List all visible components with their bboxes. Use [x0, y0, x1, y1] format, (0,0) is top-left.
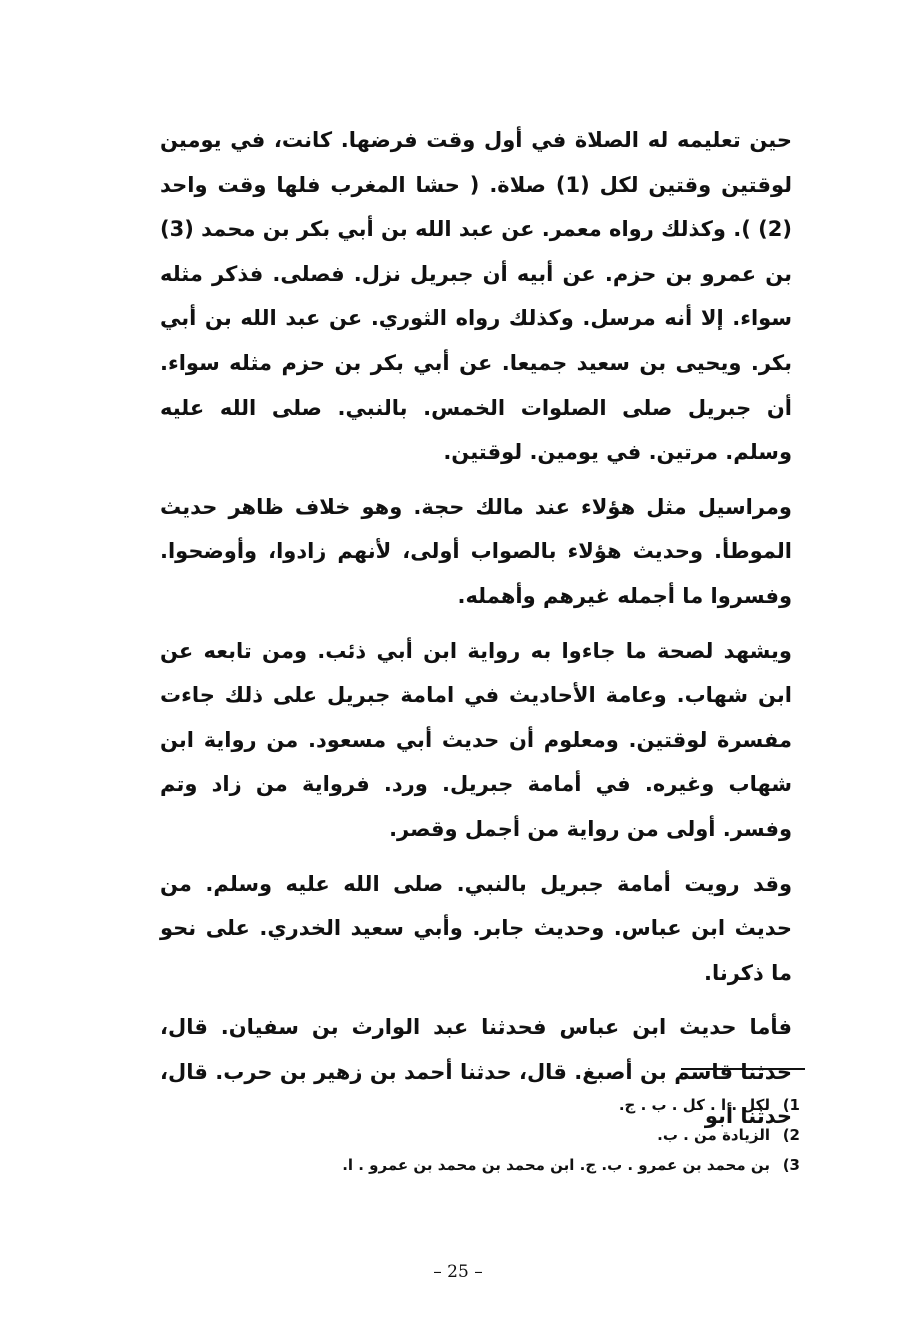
main-text [160, 118, 792, 1149]
footnote-number: (3 [782, 1156, 800, 1174]
footnote-divider [681, 1068, 805, 1070]
footnote-1 [300, 1090, 800, 1120]
paragraph-1: حين تعليمه له الصلاة في أول وقت فرضها. كانت، في يومين لوقتين وقتين لكل (1) صلاة. ( حشا المغرب فلها وقت واحد (2) ). وكذلك رواه معمر. عن عبد الله بن أبي بكر بن محمد (3) بن عمرو بن حزم. عن أبيه أن جبريل نزل. فصلى. فذكر مثله سواء. إلا أنه مرسل. وكذلك رواه الثوري. عن عبد الله بن أبي بكر. ويحيى بن سعيد جميعا. عن أبي بكر بن حزم مثله سواء. أن جبريل صلى الصلوات الخمس. بالنبي. صلى الله عليه وسلم. مرتين. في يومين. لوقتين. [160, 128, 792, 465]
footnotes [300, 1090, 800, 1180]
footnote-number: (2 [782, 1126, 800, 1144]
paragraph-3: ويشهد لصحة ما جاءوا به رواية ابن أبي ذئب. ومن تابعه عن ابن شهاب. وعامة الأحاديث في امامة جبريل على ذلك جاءت مفسرة لوقتين. ومعلوم أن حديث أبي مسعود. من رواية ابن شهاب وغيره. في أمامة جبريل. ورد. فرواية من زاد وتم وفسر. أولى من رواية من أجمل وقصر. [160, 638, 792, 841]
paragraph-5: فأما حديث ابن عباس فحدثنا عبد الوارث بن سفيان. قال، حدثنا قاسم بن أصبغ. قال، حدثنا أحمد بن زهير بن حرب. قال، حدثنا أبو [160, 1015, 792, 1129]
footnote-text: لكل . ا . كل . ب . ج. [618, 1096, 770, 1114]
paragraph-2: ومراسيل مثل هؤلاء عند مالك حجة. وهو خلاف ظاهر حديث الموطأ. وحديث هؤلاء بالصواب أولى، لأنهم زادوا، وأوضحوا. وفسروا ما أجمله غيرهم وأهمله. [160, 494, 792, 608]
footnote-number: (1 [782, 1096, 800, 1114]
footnote-text: الزيادة من . ب. [657, 1126, 770, 1144]
footnote-text: بن محمد بن عمرو . ب. ج. ابن محمد بن محمد بن عمرو . ا. [342, 1156, 770, 1174]
footnote-2 [300, 1120, 800, 1150]
footnote-3 [300, 1150, 800, 1180]
paragraph-4: وقد رويت أمامة جبريل بالنبي. صلى الله عليه وسلم. من حديث ابن عباس. وحديث جابر. وأبي سعيد الخدري. على نحو ما ذكرنا. [160, 871, 792, 985]
page-number: – 25 – [433, 1262, 483, 1282]
